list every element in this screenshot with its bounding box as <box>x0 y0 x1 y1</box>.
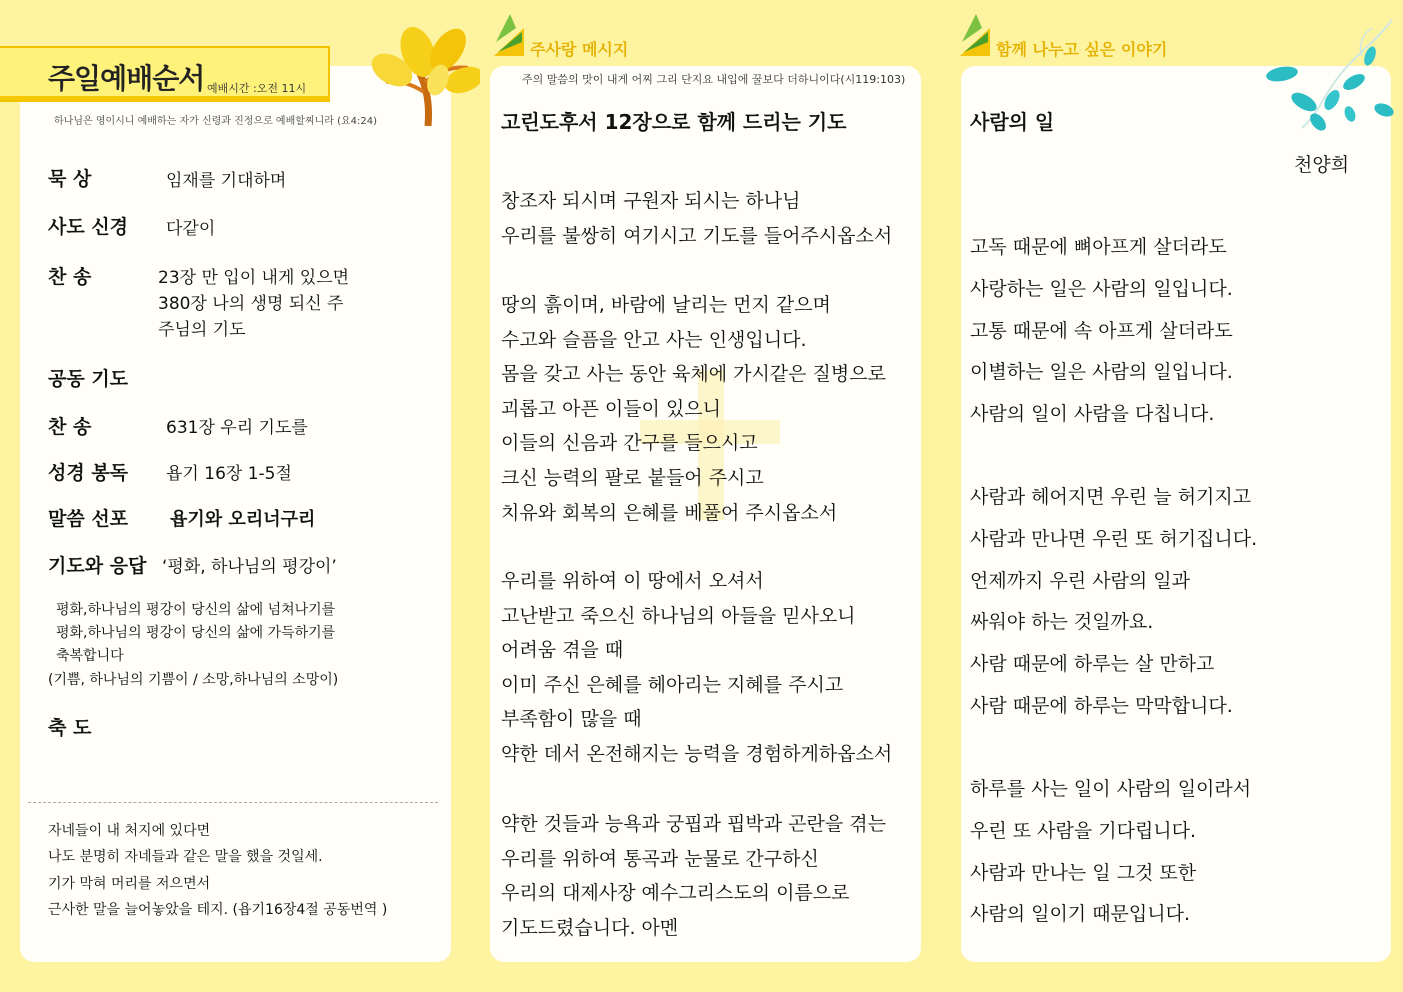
middle-header: 주사랑 메시지 <box>530 40 629 59</box>
page-title: 주일예배순서 <box>48 62 205 95</box>
footer-line-2: 나도 분명히 자네들과 같은 말을 했을 것일세. <box>48 849 323 865</box>
prayer-line: 우리의 대제사장 예수그리스도의 이름으로 <box>501 882 850 905</box>
prayer-line: 창조자 되시며 구원자 되시는 하나님 <box>501 190 801 212</box>
item-value-sermon: 욥기와 오리너구리 <box>170 509 316 530</box>
prayer-line: 기도드렸습니다. 아멘 <box>501 916 679 939</box>
prayer-line: 치유와 회복의 은혜를 베풀어 주시옵소서 <box>501 501 838 524</box>
poem-line: 싸워야 하는 것일까요. <box>970 611 1154 634</box>
poem-line: 사람 때문에 하루는 살 만하고 <box>970 653 1215 676</box>
prayer-line: 약한 데서 온전해지는 능력을 경험하게하옵소서 <box>501 743 893 765</box>
response-line-1: 평화,하나님의 평강이 당신의 삶에 넘쳐나기를 <box>56 602 336 618</box>
prayer-line: 우리를 위하여 통곡과 눈물로 간구하신 <box>501 847 819 870</box>
leaf-branch-icon <box>1262 16 1400 136</box>
poem-line: 사람과 만나는 일 그것 또한 <box>970 861 1197 884</box>
poem-line: 고통 때문에 속 아프게 살더라도 <box>970 319 1233 342</box>
left-subtitle: 하나님은 영이시니 예배하는 자가 신령과 진정으로 예배할찌니라 (요4:24) <box>54 116 377 127</box>
item-value-hymn-1a: 23장 만 입이 내게 있으면 <box>158 268 350 288</box>
poem-line: 이별하는 일은 사람의 일입니다. <box>970 361 1233 384</box>
prayer-line: 우리를 불쌍히 여기시고 기도를 들어주시옵소서 <box>501 224 893 247</box>
poem-line: 우린 또 사람을 기다립니다. <box>970 819 1197 842</box>
poem-line: 사람의 일이기 때문입니다. <box>970 903 1191 926</box>
poem-line: 고독 때문에 뼈아프게 살더라도 <box>970 236 1227 258</box>
item-label-response: 기도와 응답 <box>48 555 147 577</box>
poem-line: 사람 때문에 하루는 막막합니다. <box>970 695 1233 717</box>
middle-subheader: 주의 말씀의 맛이 내게 어찌 그리 단지요 내입에 꿀보다 더하니이다(시119:103) <box>522 73 906 86</box>
footer-line-4: 근사한 말을 늘어놓았을 테지. (욥기16장4절 공동번역 ) <box>48 902 388 918</box>
divider <box>28 802 438 803</box>
response-line-3: 축복합니다 <box>56 648 124 664</box>
item-value-creed: 다같이 <box>166 219 216 239</box>
item-label-reading: 성경 봉독 <box>48 462 129 484</box>
response-line-4: (기쁨, 하나님의 기쁨이 / 소망,하나님의 소망이) <box>48 672 339 688</box>
item-label-benediction: 축 도 <box>48 717 92 739</box>
item-value-hymn-1c: 주님의 기도 <box>158 320 246 340</box>
sprout-icon-2 <box>958 12 992 58</box>
prayer-line: 몸을 갖고 사는 동안 육체에 가시같은 질병으로 <box>501 363 886 386</box>
prayer-line: 부족함이 많을 때 <box>501 708 642 731</box>
poem-line: 사랑하는 일은 사람의 일입니다. <box>970 277 1233 300</box>
item-label-meditation: 묵 상 <box>48 168 92 190</box>
footer-line-1: 자네들이 내 처지에 있다면 <box>48 823 211 839</box>
sprout-icon <box>492 12 526 58</box>
prayer-line: 크신 능력의 팔로 붙들어 주시고 <box>501 467 764 489</box>
item-value-reading: 욥기 16장 1-5절 <box>166 464 292 484</box>
prayer-line: 어려움 겪을 때 <box>501 639 624 662</box>
item-value-meditation: 임재를 기대하며 <box>166 171 287 191</box>
response-line-2: 평화,하나님의 평강이 당신의 삶에 가득하기를 <box>56 625 336 641</box>
poem-author: 천양희 <box>1294 154 1350 176</box>
item-label-creed: 사도 신경 <box>48 216 129 238</box>
worship-time: 예배시간 :오전 11시 <box>207 82 307 95</box>
prayer-line: 이들의 신음과 간구를 들으시고 <box>501 432 758 455</box>
prayer-line: 땅의 흙이며, 바람에 날리는 먼지 같으며 <box>501 294 831 316</box>
poem-line: 언제까지 우린 사람의 일과 <box>970 569 1191 592</box>
poem-line: 사람의 일이 사람을 다칩니다. <box>970 403 1215 426</box>
item-value-hymn-1b: 380장 나의 생명 되신 주 <box>158 294 344 314</box>
item-label-hymn-2: 찬 송 <box>48 416 92 438</box>
item-label-prayer: 공동 기도 <box>48 368 129 390</box>
footer-line-3: 기가 막혀 머리를 저으면서 <box>48 876 211 892</box>
prayer-line: 이미 주신 은혜를 헤아리는 지혜를 주시고 <box>501 673 844 696</box>
poem-line: 사람과 헤어지면 우린 늘 허기지고 <box>970 486 1252 508</box>
tree-icon <box>368 22 480 126</box>
poem-title: 사람의 일 <box>970 110 1055 134</box>
poem-line: 하루를 사는 일이 사람의 일이라서 <box>970 778 1252 800</box>
prayer-line: 수고와 슬픔을 안고 사는 인생입니다. <box>501 328 807 351</box>
prayer-line: 고난받고 죽으신 하나님의 아들을 믿사오니 <box>501 604 856 627</box>
item-value-hymn-2: 631장 우리 기도를 <box>166 418 308 438</box>
prayer-line: 괴롭고 아픈 이들이 있으니 <box>501 397 722 420</box>
item-label-sermon: 말씀 선포 <box>48 508 129 530</box>
right-header: 함께 나누고 싶은 이야기 <box>996 40 1168 59</box>
prayer-line: 우리를 위하여 이 땅에서 오셔서 <box>501 570 764 592</box>
middle-title: 고린도후서 12장으로 함께 드리는 기도 <box>501 110 847 134</box>
poem-line: 사람과 만나면 우린 또 허기집니다. <box>970 527 1258 550</box>
item-value-response: ‘평화, 하나님의 평강이’ <box>162 557 337 577</box>
prayer-line: 약한 것들과 능욕과 궁핍과 핍박과 곤란을 겪는 <box>501 813 886 835</box>
item-label-hymn-1: 찬 송 <box>48 266 92 288</box>
